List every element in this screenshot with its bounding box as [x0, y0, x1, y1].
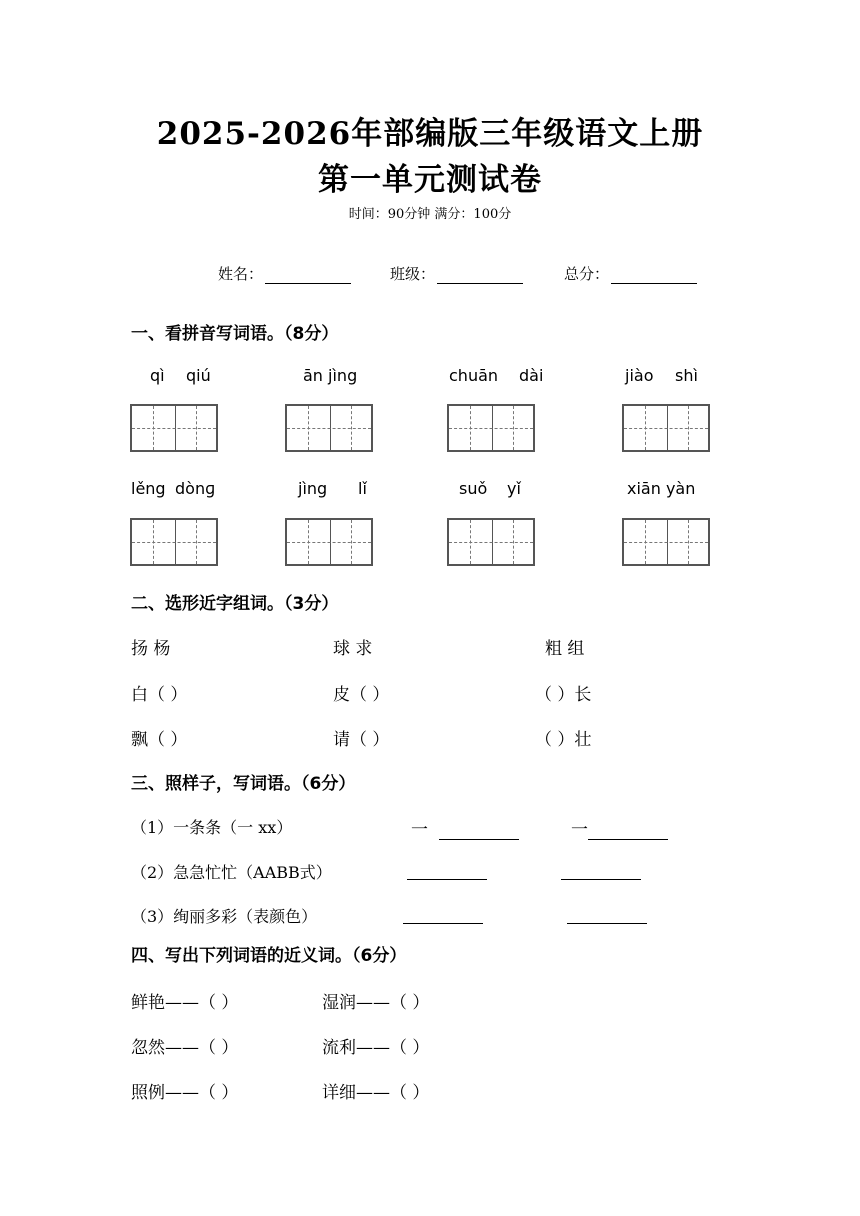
example-answer[interactable]	[561, 860, 641, 880]
writing-grid[interactable]	[622, 404, 710, 452]
synonym-item[interactable]: 忽然——（ ）	[131, 1038, 239, 1058]
char-pair: 球 求	[333, 639, 373, 659]
example-answer[interactable]	[411, 815, 519, 840]
section1-heading: 一、看拼音写词语。（8分）	[131, 324, 339, 344]
answer-blank[interactable]	[403, 907, 483, 924]
example-answer[interactable]	[571, 815, 668, 840]
pinyin-7-b: yǐ	[507, 479, 521, 498]
writing-grid[interactable]	[447, 404, 535, 452]
example-answer[interactable]	[567, 904, 647, 924]
pinyin-7-a: suǒ	[459, 479, 488, 498]
word-blank[interactable]: 白（ ）	[131, 685, 188, 705]
prefix-label: 一	[571, 820, 588, 840]
writing-grid[interactable]	[285, 404, 373, 452]
pinyin-4-a: jiào	[625, 366, 654, 385]
exam-meta: 时间：90分钟 满分：100分	[348, 207, 512, 222]
pinyin-5-b: dònɡ	[175, 479, 216, 498]
writing-grid[interactable]	[285, 518, 373, 566]
example-answer[interactable]	[407, 860, 487, 880]
answer-blank[interactable]	[561, 863, 641, 880]
example-item: （3）绚丽多彩（表颜色）	[131, 907, 318, 926]
example-item: （2）急急忙忙（AABB式）	[131, 863, 332, 882]
writing-grid[interactable]	[447, 518, 535, 566]
answer-blank[interactable]	[567, 907, 647, 924]
synonym-item[interactable]: 鲜艳——（ ）	[131, 993, 239, 1013]
prefix-label: 一	[411, 820, 428, 840]
pinyin-3-a: chuān	[449, 366, 499, 385]
pinyin-3-b: dài	[519, 366, 544, 385]
word-blank[interactable]: 请（ ）	[333, 730, 390, 750]
char-pair: 扬 杨	[131, 639, 171, 659]
answer-blank[interactable]	[588, 823, 668, 840]
total-label: 总分：	[564, 265, 610, 283]
section2-heading: 二、选形近字组词。（3分）	[131, 594, 339, 614]
pinyin-2-a: ān jìng	[303, 366, 358, 385]
pinyin-8-a: xiān yàn	[627, 479, 696, 498]
name-blank[interactable]	[265, 269, 351, 284]
example-item: （1）一条条（一 xx）	[131, 818, 293, 837]
writing-grid[interactable]	[622, 518, 710, 566]
class-blank[interactable]	[437, 269, 523, 284]
page-title-line2: 第一单元测试卷	[318, 162, 542, 198]
synonym-item[interactable]: 流利——（ ）	[322, 1038, 430, 1058]
section3-heading: 三、照样子，写词语。（6分）	[131, 774, 356, 794]
word-blank[interactable]: （ ）壮	[535, 730, 592, 750]
answer-blank[interactable]	[407, 863, 487, 880]
name-label: 姓名：	[218, 265, 264, 283]
class-label: 班级：	[390, 265, 436, 283]
example-answer[interactable]	[403, 904, 483, 924]
pinyin-1-b: qiú	[186, 366, 211, 385]
total-field[interactable]	[564, 263, 697, 284]
name-field[interactable]	[218, 263, 351, 284]
word-blank[interactable]: 皮（ ）	[333, 685, 390, 705]
word-blank[interactable]: （ ）长	[535, 685, 592, 705]
char-pair: 粗 组	[545, 639, 585, 659]
pinyin-6-a: jìng	[298, 479, 328, 498]
synonym-item[interactable]: 湿润——（ ）	[322, 993, 430, 1013]
class-field[interactable]	[390, 263, 523, 284]
synonym-item[interactable]: 照例——（ ）	[131, 1083, 239, 1103]
synonym-item[interactable]: 详细——（ ）	[322, 1083, 430, 1103]
writing-grid[interactable]	[130, 518, 218, 566]
word-blank[interactable]: 飘（ ）	[131, 730, 188, 750]
writing-grid[interactable]	[130, 404, 218, 452]
pinyin-5-a: lěng	[131, 479, 166, 498]
section4-heading: 四、写出下列词语的近义词。（6分）	[131, 946, 407, 966]
pinyin-6-b: lǐ	[358, 479, 367, 498]
total-blank[interactable]	[611, 269, 697, 284]
pinyin-1-a: qì	[150, 366, 165, 385]
page-title-line1: 2025-2026年部编版三年级语文上册	[156, 116, 704, 152]
pinyin-4-b: shì	[675, 366, 698, 385]
answer-blank[interactable]	[439, 823, 519, 840]
